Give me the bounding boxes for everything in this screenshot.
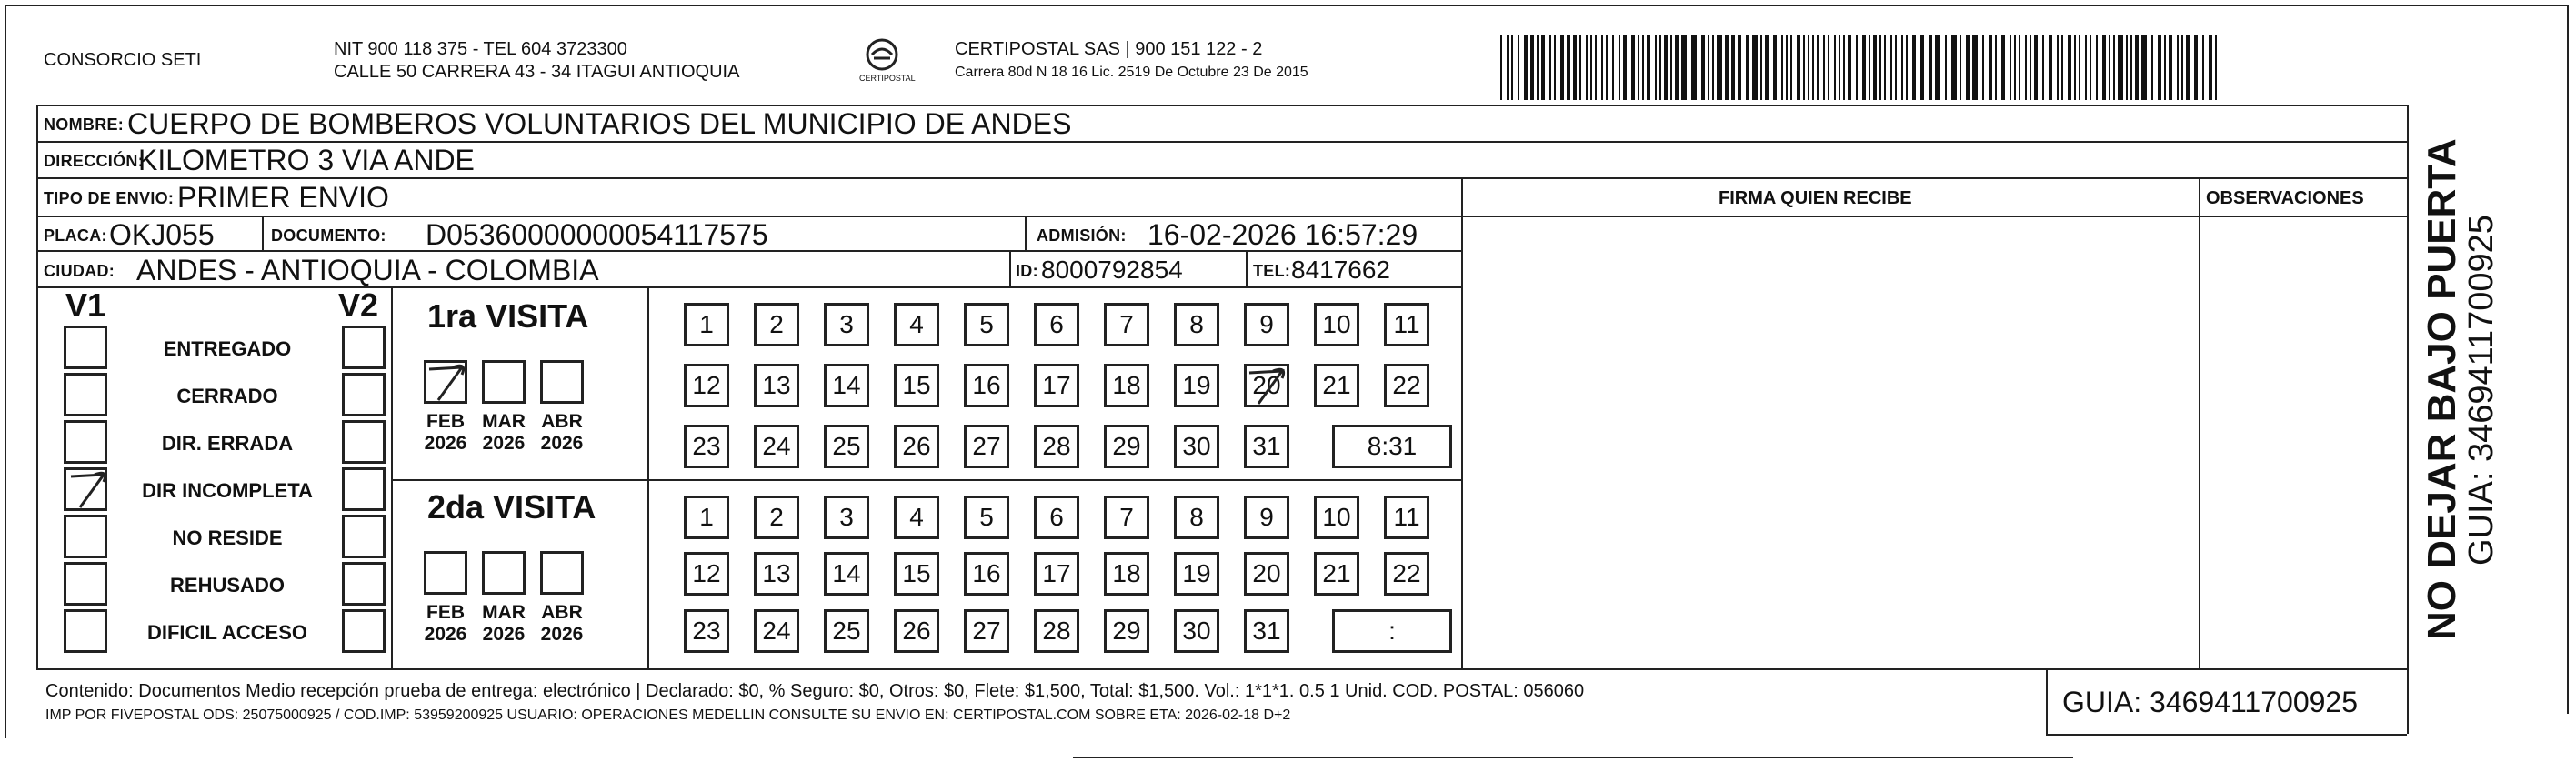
barcode-bar: [2141, 35, 2147, 100]
barcode-bar: [1573, 35, 1577, 100]
v2-checkbox: [342, 373, 386, 416]
direccion-label: DIRECCIÓN:: [44, 152, 144, 170]
time-box: 8:31: [1332, 425, 1452, 468]
barcode-bar: [1590, 35, 1592, 100]
month-checkbox: [540, 551, 584, 595]
day-box: 5: [964, 496, 1009, 539]
barcode-bar: [1982, 35, 1984, 100]
barcode-bar: [2169, 35, 2172, 100]
barcode-bar: [1524, 35, 1528, 100]
barcode-bar: [1995, 35, 1997, 100]
year-label: 2026: [482, 624, 526, 645]
day-box: 11: [1384, 303, 1429, 346]
day-box: 21: [1314, 552, 1359, 596]
year-label: 2026: [540, 624, 584, 645]
barcode-bar: [2109, 35, 2110, 100]
barcode: [1500, 35, 2223, 100]
day-box: 31: [1244, 609, 1289, 653]
v1-checkbox: [64, 609, 107, 653]
day-box: 13: [754, 364, 799, 407]
barcode-bar: [1920, 35, 1924, 100]
day-box: 23: [684, 609, 729, 653]
day-box: 1: [684, 496, 729, 539]
barcode-bar: [1760, 35, 1762, 100]
day-box: 8: [1174, 496, 1219, 539]
table-left-line: [36, 105, 38, 668]
criteria-label: DIFICIL ACCESO: [146, 621, 307, 644]
barcode-bar: [2010, 35, 2011, 100]
day-box: 18: [1104, 552, 1149, 596]
barcode-bar: [1803, 35, 1805, 100]
day-box: 24: [754, 425, 799, 468]
v2-checkbox: [342, 562, 386, 606]
barcode-bar: [2126, 35, 2128, 100]
barcode-bar: [1537, 35, 1539, 100]
barcode-bar: [1786, 35, 1788, 100]
side-guia: GUIA: 3469411700925: [2462, 215, 2501, 566]
v2-checkbox: [342, 515, 386, 558]
barcode-bar: [1579, 35, 1581, 100]
barcode-bar: [1765, 35, 1769, 100]
barcode-bar: [1839, 35, 1840, 100]
certipostal-line: CERTIPOSTAL SAS | 900 151 122 - 2: [955, 39, 1263, 59]
day-box: 25: [824, 609, 869, 653]
day-box: 9: [1244, 496, 1289, 539]
barcode-bar: [1856, 35, 1858, 100]
day-box: 7: [1104, 303, 1149, 346]
month-checkbox: [540, 360, 584, 404]
barcode-bar: [1790, 35, 1792, 100]
barcode-bar: [1631, 35, 1635, 100]
barcode-bar: [2158, 35, 2161, 100]
barcode-bar: [1507, 35, 1509, 100]
barcode-bar: [1595, 35, 1597, 100]
barcode-bar: [2135, 35, 2139, 100]
day-box: 29: [1104, 425, 1149, 468]
footer-imp-line: IMP POR FIVEPOSTAL ODS: 25075000925 / COD.IMP: 53959200925 USUARIO: OPERACIONES MEDELLIN CONSULTE SU ENVIO EN: CERTIPOSTAL.COM SOBRE ETA: 2026-02-18 D+2: [45, 707, 1291, 723]
day-box: 20: [1244, 364, 1289, 407]
day-box: 12: [684, 552, 729, 596]
barcode-bar: [2102, 35, 2106, 100]
month-label: ABR: [541, 602, 583, 623]
nombre-label: NOMBRE:: [44, 115, 125, 134]
barcode-bar: [1884, 35, 1886, 100]
v1-checkbox: [64, 420, 107, 464]
barcode-bar: [2030, 35, 2031, 100]
month-checkbox: [482, 551, 526, 595]
barcode-bar: [2202, 35, 2204, 100]
year-label: 2026: [424, 624, 467, 645]
barcode-bar: [1623, 35, 1627, 100]
frame-top-border: [5, 5, 2567, 6]
barcode-bar: [1945, 35, 1947, 100]
day-box: 2: [754, 303, 799, 346]
barcode-bar: [1670, 35, 1672, 100]
ciudad-value: ANDES - ANTIOQUIA - COLOMBIA: [136, 254, 599, 286]
documento-label: DOCUMENTO:: [271, 226, 386, 245]
barcode-bar: [2130, 35, 2132, 100]
day-box: 19: [1174, 552, 1219, 596]
day-box: 26: [894, 425, 939, 468]
day-box: 15: [894, 552, 939, 596]
barcode-bar: [2068, 35, 2071, 100]
barcode-bar: [1701, 35, 1705, 100]
address-line: CALLE 50 CARRERA 43 - 34 ITAGUI ANTIOQUIA: [334, 62, 740, 82]
month-checkbox: [424, 551, 467, 595]
month-label: FEB: [426, 411, 465, 432]
day-box: 5: [964, 303, 1009, 346]
frame-left-border: [5, 5, 6, 738]
day-box: 28: [1034, 609, 1079, 653]
barcode-bar: [1895, 35, 1897, 100]
day-box: 31: [1244, 425, 1289, 468]
barcode-bar: [1731, 35, 1735, 100]
barcode-bar: [2090, 35, 2091, 100]
day-box: 2: [754, 496, 799, 539]
barcode-bar: [1808, 35, 1809, 100]
barcode-bar: [1869, 35, 1870, 100]
day-box: 3: [824, 496, 869, 539]
criteria-label: ENTREGADO: [163, 337, 292, 360]
barcode-bar: [2085, 35, 2087, 100]
v1-checkbox: [64, 326, 107, 369]
barcode-bar: [2079, 35, 2080, 100]
month-label: MAR: [482, 602, 526, 623]
barcode-bar: [1951, 35, 1957, 100]
barcode-bar: [1647, 35, 1650, 100]
v2-checkbox: [342, 609, 386, 653]
barcode-bar: [1717, 35, 1722, 100]
day-box: 22: [1384, 364, 1429, 407]
barcode-bar: [1966, 35, 1970, 100]
barcode-bar: [1929, 35, 1932, 100]
criteria-label: DIR. ERRADA: [161, 432, 294, 455]
footer-guia: GUIA: 3469411700925: [2062, 686, 2358, 718]
barcode-bar: [1530, 35, 1534, 100]
barcode-bar: [1773, 35, 1777, 100]
barcode-bar: [1554, 35, 1556, 100]
day-box: 15: [894, 364, 939, 407]
company-name: CONSORCIO SETI: [44, 50, 202, 70]
day-box: 24: [754, 609, 799, 653]
barcode-bar: [1511, 35, 1513, 100]
day-box: 1: [684, 303, 729, 346]
day-box: 12: [684, 364, 729, 407]
tel-value: 8417662: [1291, 256, 1391, 284]
barcode-bar: [1812, 35, 1814, 100]
day-box: 6: [1034, 496, 1079, 539]
barcode-bar: [1606, 35, 1608, 100]
barcode-bar: [1862, 35, 1866, 100]
v2-label: V2: [338, 286, 379, 324]
barcode-bar: [2001, 35, 2005, 100]
barcode-bar: [1712, 35, 1714, 100]
v1-checkbox: [64, 515, 107, 558]
barcode-bar: [2194, 35, 2198, 100]
day-box: 27: [964, 425, 1009, 468]
day-box: 14: [824, 364, 869, 407]
table-right-line: [2407, 105, 2409, 668]
barcode-bar: [1691, 35, 1697, 100]
day-box: 18: [1104, 364, 1149, 407]
ciudad-label: CIUDAD:: [44, 262, 115, 280]
barcode-bar: [1989, 35, 1992, 100]
day-box: 16: [964, 552, 1009, 596]
tel-label: TEL:: [1253, 262, 1291, 280]
frame-right-border: [2567, 5, 2569, 714]
firma-header: FIRMA QUIEN RECIBE: [1719, 188, 1912, 208]
barcode-bar: [1834, 35, 1836, 100]
barcode-bar: [1873, 35, 1877, 100]
barcode-bar: [1781, 35, 1783, 100]
barcode-bar: [1901, 35, 1903, 100]
barcode-bar: [1664, 35, 1668, 100]
year-label: 2026: [424, 433, 467, 454]
barcode-bar: [2181, 35, 2183, 100]
tipo-label: TIPO DE ENVIO:: [44, 189, 175, 207]
barcode-bar: [1638, 35, 1639, 100]
placa-value: OKJ055: [109, 218, 215, 251]
barcode-bar: [2118, 35, 2123, 100]
barcode-bar: [1549, 35, 1551, 100]
id-label: ID:: [1016, 262, 1038, 280]
barcode-bar: [1659, 35, 1661, 100]
day-box: 17: [1034, 364, 1079, 407]
barcode-bar: [1642, 35, 1644, 100]
day-box: 26: [894, 609, 939, 653]
barcode-bar: [2151, 35, 2153, 100]
day-box: 20: [1244, 552, 1289, 596]
month-checkbox: [482, 360, 526, 404]
month-label: FEB: [426, 602, 465, 623]
barcode-bar: [1708, 35, 1709, 100]
barcode-bar: [1890, 35, 1892, 100]
day-box: 28: [1034, 425, 1079, 468]
barcode-bar: [1848, 35, 1851, 100]
barcode-bar: [1681, 35, 1687, 100]
barcode-bar: [2057, 35, 2059, 100]
handwritten-month-mark: [426, 362, 469, 406]
v2-checkbox: [342, 420, 386, 464]
v2-checkbox: [342, 326, 386, 369]
day-box: 4: [894, 303, 939, 346]
barcode-bar: [1752, 35, 1758, 100]
day-box: 7: [1104, 496, 1149, 539]
criteria-label: REHUSADO: [170, 574, 285, 597]
day-box: 23: [684, 425, 729, 468]
v1-checkbox: [64, 373, 107, 416]
handwritten-check-mark: [67, 469, 111, 513]
day-box: 21: [1314, 364, 1359, 407]
barcode-bar: [1912, 35, 1916, 100]
barcode-bar: [2215, 35, 2217, 100]
month-label: ABR: [541, 411, 583, 432]
month-label: MAR: [482, 411, 526, 432]
barcode-bar: [2042, 35, 2044, 100]
barcode-bar: [2061, 35, 2063, 100]
barcode-bar: [2186, 35, 2190, 100]
barcode-bar: [1960, 35, 1961, 100]
barcode-bar: [2025, 35, 2027, 100]
barcode-bar: [1746, 35, 1749, 100]
barcode-bar: [1586, 35, 1588, 100]
certipostal-logo: CERTIPOSTAL: [859, 36, 905, 91]
v1-checkbox: [64, 562, 107, 606]
barcode-bar: [1725, 35, 1729, 100]
barcode-bar: [2034, 35, 2038, 100]
barcode-bar: [2049, 35, 2052, 100]
visit2-title: 2da VISITA: [427, 488, 596, 526]
placa-label: PLACA:: [44, 226, 107, 245]
barcode-bar: [1675, 35, 1679, 100]
criteria-label: CERRADO: [176, 385, 278, 407]
license-line: Carrera 80d N 18 16 Lic. 2519 De Octubre 23 De 2015: [955, 65, 1308, 80]
v1-label: V1: [65, 286, 106, 324]
barcode-bar: [1500, 35, 1502, 100]
table-top-line: [36, 105, 2407, 106]
barcode-bar: [1567, 35, 1570, 100]
barcode-bar: [2177, 35, 2179, 100]
footer-content-line: Contenido: Documentos Medio recepción prueba de entrega: electrónico | Declarado: $0, % Seguro: $0, Otros: $0, Flete: $1,500, Total: $1,500. Vol.: 1*1*1. 0.5 1 Unid. COD. POSTAL: 056060: [45, 681, 1585, 701]
barcode-bar: [1619, 35, 1620, 100]
barcode-bar: [1823, 35, 1825, 100]
barcode-bar: [1972, 35, 1978, 100]
tipo-value: PRIMER ENVIO: [177, 181, 389, 214]
day-box: 8: [1174, 303, 1219, 346]
barcode-bar: [1612, 35, 1614, 100]
barcode-bar: [1797, 35, 1800, 100]
barcode-bar: [1906, 35, 1908, 100]
nit-line: NIT 900 118 375 - TEL 604 3723300: [334, 39, 627, 59]
day-box: 10: [1314, 496, 1359, 539]
barcode-bar: [2096, 35, 2098, 100]
criteria-label: NO RESIDE: [172, 526, 283, 549]
admision-value: 16-02-2026 16:57:29: [1148, 218, 1418, 251]
barcode-bar: [2164, 35, 2166, 100]
direccion-value: KILOMETRO 3 VIA ANDE: [138, 144, 475, 176]
id-value: 8000792854: [1041, 256, 1183, 284]
day-box: 22: [1384, 552, 1429, 596]
barcode-bar: [2113, 35, 2115, 100]
day-box: 17: [1034, 552, 1079, 596]
barcode-bar: [2019, 35, 2020, 100]
day-box: 10: [1314, 303, 1359, 346]
documento-value: D05360000000054117575: [426, 218, 768, 251]
day-box: 14: [824, 552, 869, 596]
day-box: 13: [754, 552, 799, 596]
barcode-bar: [1828, 35, 1829, 100]
barcode-bar: [1935, 35, 1940, 100]
nombre-value: CUERPO DE BOMBEROS VOLUNTARIOS DEL MUNICIPIO DE ANDES: [127, 107, 1072, 140]
admision-label: ADMISIÓN:: [1037, 226, 1127, 245]
day-box: 19: [1174, 364, 1219, 407]
day-box: 29: [1104, 609, 1149, 653]
day-box: 4: [894, 496, 939, 539]
day-box: 27: [964, 609, 1009, 653]
day-box: 6: [1034, 303, 1079, 346]
side-warning: NO DEJAR BAJO PUERTA: [2420, 138, 2464, 640]
barcode-bar: [1817, 35, 1819, 100]
barcode-bar: [1541, 35, 1545, 100]
v2-checkbox: [342, 467, 386, 511]
barcode-bar: [2209, 35, 2212, 100]
handwritten-day-mark: [1246, 366, 1289, 409]
barcode-bar: [1655, 35, 1657, 100]
observaciones-header: OBSERVACIONES: [2206, 188, 2364, 208]
barcode-bar: [1738, 35, 1741, 100]
criteria-label: DIR INCOMPLETA: [142, 479, 313, 502]
barcode-bar: [1601, 35, 1603, 100]
barcode-bar: [2074, 35, 2076, 100]
barcode-bar: [2014, 35, 2016, 100]
barcode-bar: [1879, 35, 1881, 100]
certipostal-logo-icon: [859, 36, 905, 91]
day-box: 11: [1384, 496, 1429, 539]
day-box: 30: [1174, 425, 1219, 468]
time-box: :: [1332, 609, 1452, 653]
day-box: 16: [964, 364, 1009, 407]
visit1-title: 1ra VISITA: [427, 297, 589, 335]
day-box: 3: [824, 303, 869, 346]
barcode-bar: [1518, 35, 1519, 100]
day-box: 25: [824, 425, 869, 468]
barcode-bar: [1843, 35, 1845, 100]
day-box: 9: [1244, 303, 1289, 346]
year-label: 2026: [482, 433, 526, 454]
year-label: 2026: [540, 433, 584, 454]
day-box: 30: [1174, 609, 1219, 653]
barcode-bar: [1560, 35, 1564, 100]
